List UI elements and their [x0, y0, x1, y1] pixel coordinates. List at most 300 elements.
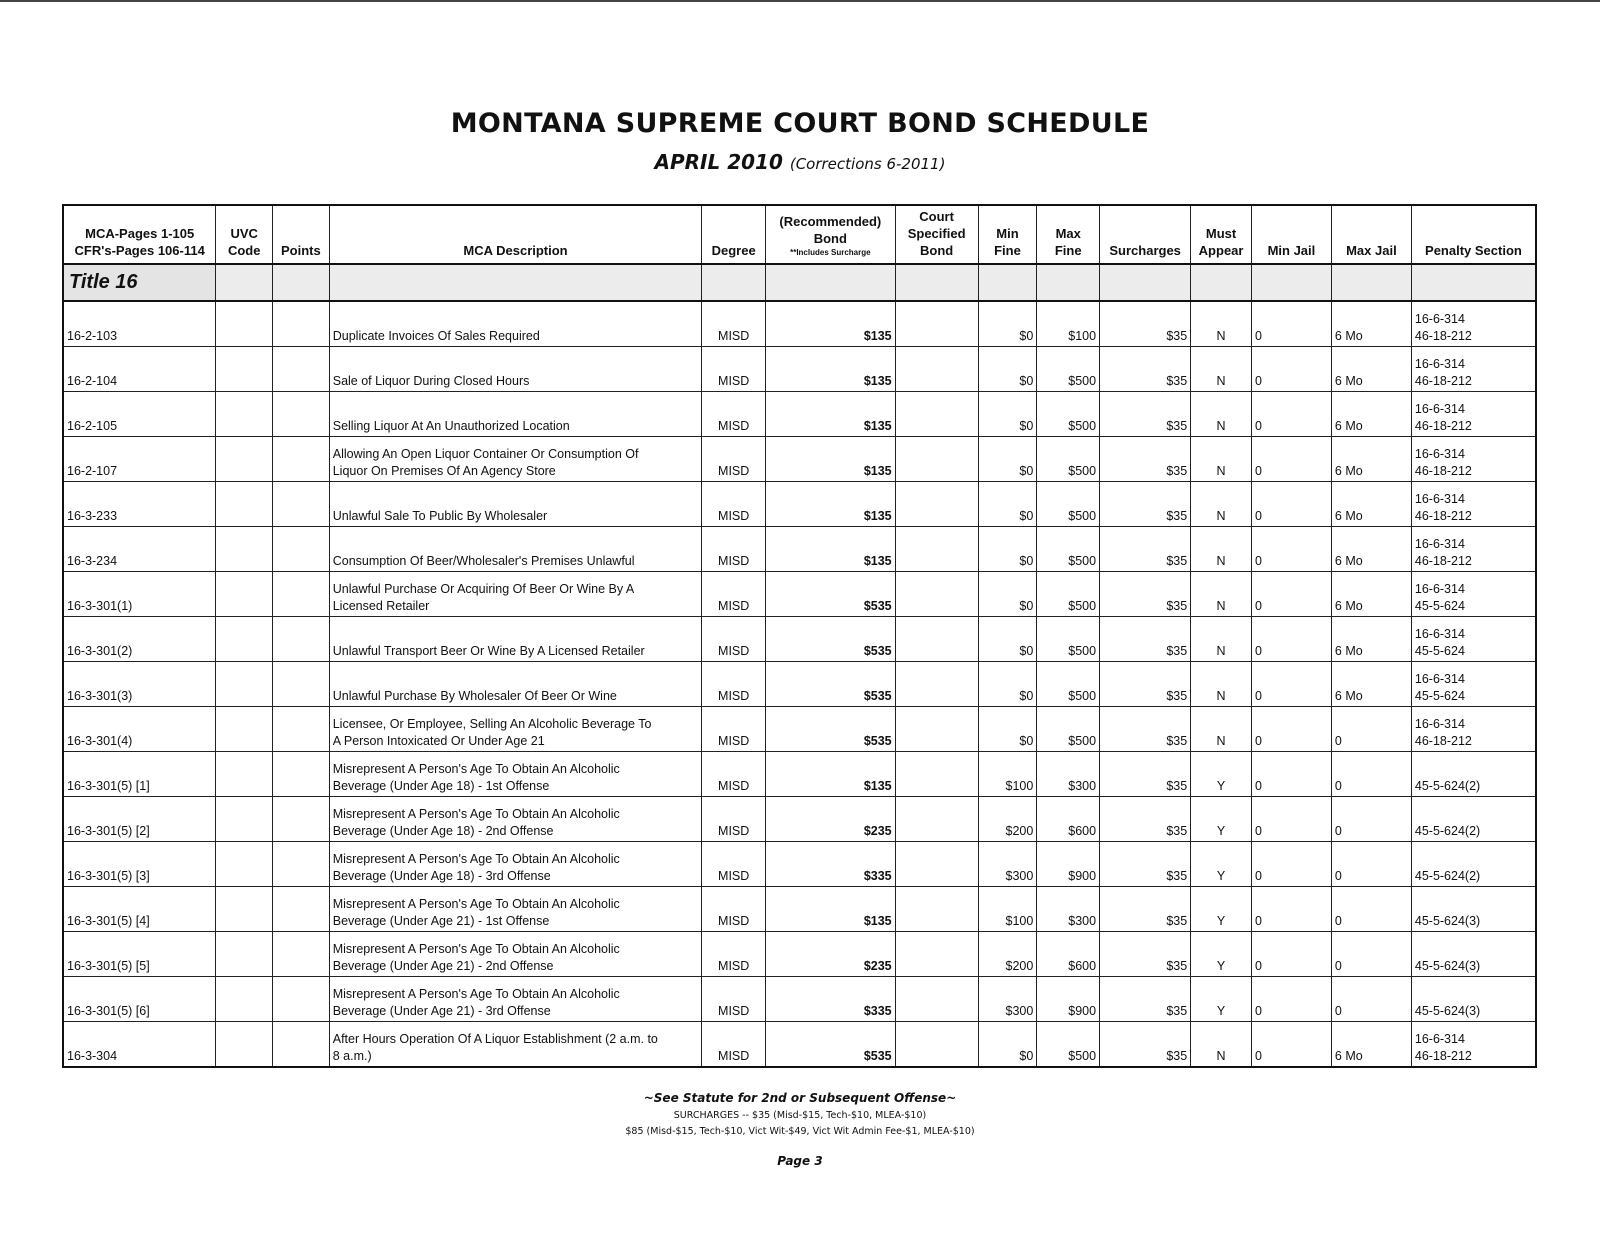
section-title: Title 16	[63, 264, 216, 301]
cell-description	[329, 572, 702, 617]
cell-degree: MISD	[702, 437, 766, 482]
cell-bond: $235	[766, 797, 896, 842]
header-must-appear: Must Appear	[1191, 205, 1252, 264]
cell-surcharges: $35	[1100, 347, 1191, 392]
table-row	[63, 662, 1536, 707]
cell-bond: $135	[766, 887, 896, 932]
cell-court-bond	[895, 977, 978, 1022]
cell-must-appear: Y	[1191, 797, 1252, 842]
cell-penalty-section	[1411, 662, 1536, 707]
cell-surcharges: $35	[1100, 977, 1191, 1022]
section-cell	[1191, 264, 1252, 301]
cell-must-appear: Y	[1191, 752, 1252, 797]
table-header-row	[63, 205, 1536, 264]
section-cell	[1331, 264, 1411, 301]
cell-degree: MISD	[702, 752, 766, 797]
header-court-bond: Court Specified Bond	[895, 205, 978, 264]
section-cell	[702, 264, 766, 301]
cell-degree: MISD	[702, 347, 766, 392]
cell-degree: MISD	[702, 977, 766, 1022]
cell-min-jail: 0	[1251, 977, 1331, 1022]
cell-court-bond	[895, 752, 978, 797]
cell-max-fine: $300	[1037, 752, 1100, 797]
cell-penalty-section-line-1: 16-6-314	[1414, 312, 1465, 326]
cell-max-fine: $600	[1037, 797, 1100, 842]
cell-max-fine: $600	[1037, 932, 1100, 977]
cell-min-fine: $100	[978, 887, 1037, 932]
cell-description-line-2: Unlawful Sale To Public By Wholesaler	[332, 509, 548, 523]
header-bond: (Recommended) Bond **Includes Surcharge	[766, 205, 896, 264]
cell-uvc	[216, 392, 273, 437]
cell-points	[273, 392, 330, 437]
header-min-jail: Min Jail	[1251, 205, 1331, 264]
cell-code: 16-3-301(5) [2]	[63, 797, 216, 842]
cell-penalty-section-line-2: 46-18-212	[1414, 374, 1472, 388]
cell-min-jail: 0	[1251, 572, 1331, 617]
cell-description	[329, 752, 702, 797]
cell-min-jail: 0	[1251, 797, 1331, 842]
cell-surcharges: $35	[1100, 617, 1191, 662]
cell-min-jail: 0	[1251, 392, 1331, 437]
cell-points	[273, 301, 330, 347]
cell-bond: $535	[766, 707, 896, 752]
cell-code: 16-3-301(5) [5]	[63, 932, 216, 977]
cell-uvc	[216, 797, 273, 842]
table-row	[63, 1022, 1536, 1068]
table-row	[63, 977, 1536, 1022]
cell-description	[329, 977, 702, 1022]
cell-description	[329, 437, 702, 482]
cell-must-appear: N	[1191, 1022, 1252, 1068]
section-cell	[329, 264, 702, 301]
cell-must-appear: Y	[1191, 977, 1252, 1022]
cell-description-line-1	[333, 356, 699, 373]
cell-description-line-1: After Hours Operation Of A Liquor Establishment (2 a.m. to	[332, 1032, 658, 1046]
cell-penalty-section	[1411, 842, 1536, 887]
cell-description-line-2: Selling Liquor At An Unauthorized Location	[332, 419, 570, 433]
cell-surcharges: $35	[1100, 572, 1191, 617]
cell-penalty-section-line-1: 16-6-314	[1414, 447, 1465, 461]
cell-uvc	[216, 887, 273, 932]
cell-penalty-section-line-2: 45-5-624(3)	[1414, 1004, 1481, 1018]
cell-surcharges: $35	[1100, 707, 1191, 752]
cell-max-fine: $900	[1037, 842, 1100, 887]
cell-description-line-2: 8 a.m.)	[332, 1049, 372, 1063]
cell-min-fine: $0	[978, 1022, 1037, 1068]
cell-code: 16-3-301(2)	[63, 617, 216, 662]
cell-penalty-section	[1411, 932, 1536, 977]
cell-min-fine: $200	[978, 932, 1037, 977]
cell-penalty-section-line-1	[1415, 761, 1532, 778]
cell-bond: $135	[766, 482, 896, 527]
cell-code: 16-2-105	[63, 392, 216, 437]
page-title: MONTANA SUPREME COURT BOND SCHEDULE	[450, 108, 1150, 139]
cell-points	[273, 527, 330, 572]
cell-max-jail: 0	[1331, 977, 1411, 1022]
cell-penalty-section-line-1: 16-6-314	[1414, 672, 1465, 686]
cell-court-bond	[895, 437, 978, 482]
cell-court-bond	[895, 392, 978, 437]
cell-penalty-section-line-1: 16-6-314	[1414, 582, 1465, 596]
cell-description	[329, 707, 702, 752]
cell-bond: $135	[766, 437, 896, 482]
cell-description-line-2: A Person Intoxicated Or Under Age 21	[332, 734, 545, 748]
cell-penalty-section-line-1: 16-6-314	[1414, 357, 1465, 371]
cell-court-bond	[895, 797, 978, 842]
cell-penalty-section-line-1: 16-6-314	[1414, 717, 1465, 731]
cell-description-line-1: Misrepresent A Person's Age To Obtain An Alcoholic	[332, 762, 620, 776]
cell-court-bond	[895, 617, 978, 662]
cell-penalty-section-line-2: 45-5-624(2)	[1414, 869, 1481, 883]
cell-bond: $535	[766, 617, 896, 662]
cell-description	[329, 527, 702, 572]
cell-description	[329, 347, 702, 392]
cell-code: 16-3-234	[63, 527, 216, 572]
cell-degree: MISD	[702, 932, 766, 977]
cell-penalty-section-line-1	[1415, 896, 1532, 913]
header-surcharges: Surcharges	[1100, 205, 1191, 264]
cell-surcharges: $35	[1100, 437, 1191, 482]
cell-min-jail: 0	[1251, 887, 1331, 932]
cell-description-line-2: Beverage (Under Age 21) - 3rd Offense	[332, 1004, 551, 1018]
cell-code: 16-3-301(5) [4]	[63, 887, 216, 932]
cell-description-line-2: Unlawful Purchase By Wholesaler Of Beer Or Wine	[332, 689, 617, 703]
cell-uvc	[216, 1022, 273, 1068]
cell-degree: MISD	[702, 617, 766, 662]
cell-degree: MISD	[702, 662, 766, 707]
cell-description	[329, 301, 702, 347]
table-row	[63, 932, 1536, 977]
cell-surcharges: $35	[1100, 797, 1191, 842]
cell-max-jail: 6 Mo	[1331, 301, 1411, 347]
cell-max-jail: 6 Mo	[1331, 662, 1411, 707]
cell-bond: $135	[766, 752, 896, 797]
subtitle-corrections: (Corrections 6-2011)	[789, 155, 946, 173]
cell-description-line-2: Consumption Of Beer/Wholesaler's Premises Unlawful	[332, 554, 635, 568]
cell-min-jail: 0	[1251, 842, 1331, 887]
cell-surcharges: $35	[1100, 392, 1191, 437]
cell-max-jail: 6 Mo	[1331, 347, 1411, 392]
cell-min-fine: $300	[978, 842, 1037, 887]
table-row	[63, 617, 1536, 662]
cell-code: 16-3-301(5) [1]	[63, 752, 216, 797]
table-row	[63, 347, 1536, 392]
cell-penalty-section-line-1	[1415, 851, 1532, 868]
cell-penalty-section-line-2: 46-18-212	[1414, 554, 1472, 568]
cell-bond: $235	[766, 932, 896, 977]
cell-degree: MISD	[702, 572, 766, 617]
cell-points	[273, 437, 330, 482]
cell-description-line-2: Beverage (Under Age 18) - 1st Offense	[332, 779, 550, 793]
cell-min-fine: $0	[978, 617, 1037, 662]
cell-penalty-section-line-2: 46-18-212	[1414, 464, 1472, 478]
cell-penalty-section-line-2: 46-18-212	[1414, 419, 1472, 433]
cell-degree: MISD	[702, 301, 766, 347]
cell-court-bond	[895, 1022, 978, 1068]
cell-description	[329, 617, 702, 662]
cell-code: 16-3-301(5) [6]	[63, 977, 216, 1022]
cell-min-fine: $0	[978, 482, 1037, 527]
cell-bond: $535	[766, 572, 896, 617]
cell-penalty-section	[1411, 752, 1536, 797]
cell-penalty-section	[1411, 1022, 1536, 1068]
cell-description-line-1: Misrepresent A Person's Age To Obtain An Alcoholic	[332, 987, 620, 1001]
cell-max-jail: 6 Mo	[1331, 437, 1411, 482]
cell-max-jail: 0	[1331, 707, 1411, 752]
cell-penalty-section	[1411, 887, 1536, 932]
cell-description-line-1	[333, 536, 699, 553]
table-row	[63, 887, 1536, 932]
cell-max-fine: $500	[1037, 707, 1100, 752]
cell-description-line-1	[333, 626, 699, 643]
cell-min-fine: $0	[978, 347, 1037, 392]
cell-penalty-section-line-2: 45-5-624(2)	[1414, 779, 1481, 793]
cell-bond: $135	[766, 392, 896, 437]
cell-uvc	[216, 617, 273, 662]
cell-description	[329, 392, 702, 437]
cell-min-fine: $0	[978, 662, 1037, 707]
header-max-jail: Max Jail	[1331, 205, 1411, 264]
cell-penalty-section-line-1: 16-6-314	[1414, 492, 1465, 506]
cell-code: 16-2-104	[63, 347, 216, 392]
cell-points	[273, 842, 330, 887]
section-cell	[1411, 264, 1536, 301]
cell-code: 16-2-103	[63, 301, 216, 347]
cell-max-jail: 6 Mo	[1331, 527, 1411, 572]
cell-penalty-section-line-2: 45-5-624(3)	[1414, 914, 1481, 928]
cell-surcharges: $35	[1100, 1022, 1191, 1068]
cell-uvc	[216, 527, 273, 572]
cell-penalty-section-line-1: 16-6-314	[1414, 537, 1465, 551]
cell-penalty-section-line-2: 45-5-624(2)	[1414, 824, 1481, 838]
table-row	[63, 301, 1536, 347]
cell-penalty-section	[1411, 617, 1536, 662]
cell-min-jail: 0	[1251, 752, 1331, 797]
cell-description	[329, 842, 702, 887]
cell-description-line-2: Beverage (Under Age 21) - 1st Offense	[332, 914, 550, 928]
cell-penalty-section	[1411, 301, 1536, 347]
header-max-fine: Max Fine	[1037, 205, 1100, 264]
cell-penalty-section-line-2: 45-5-624(3)	[1414, 959, 1481, 973]
cell-court-bond	[895, 347, 978, 392]
table-row	[63, 527, 1536, 572]
cell-max-jail: 0	[1331, 887, 1411, 932]
cell-max-fine: $300	[1037, 887, 1100, 932]
cell-min-fine: $0	[978, 437, 1037, 482]
cell-points	[273, 797, 330, 842]
cell-min-fine: $0	[978, 301, 1037, 347]
cell-court-bond	[895, 707, 978, 752]
cell-degree: MISD	[702, 1022, 766, 1068]
cell-penalty-section-line-1: 16-6-314	[1414, 627, 1465, 641]
cell-code: 16-3-301(3)	[63, 662, 216, 707]
header-min-fine: Min Fine	[978, 205, 1037, 264]
cell-penalty-section	[1411, 797, 1536, 842]
cell-surcharges: $35	[1100, 842, 1191, 887]
table-row	[63, 482, 1536, 527]
cell-degree: MISD	[702, 482, 766, 527]
cell-penalty-section	[1411, 707, 1536, 752]
cell-description	[329, 932, 702, 977]
cell-surcharges: $35	[1100, 482, 1191, 527]
subtitle-date: APRIL 2010	[654, 150, 783, 174]
cell-code: 16-3-233	[63, 482, 216, 527]
section-cell	[1100, 264, 1191, 301]
cell-description-line-2: Duplicate Invoices Of Sales Required	[332, 329, 540, 343]
cell-must-appear: Y	[1191, 842, 1252, 887]
cell-description-line-1: Unlawful Purchase Or Acquiring Of Beer Or Wine By A	[332, 582, 635, 596]
section-cell	[1037, 264, 1100, 301]
cell-code: 16-3-301(5) [3]	[63, 842, 216, 887]
section-cell	[895, 264, 978, 301]
cell-description-line-1	[333, 401, 699, 418]
cell-description	[329, 887, 702, 932]
cell-max-fine: $500	[1037, 617, 1100, 662]
cell-degree: MISD	[702, 797, 766, 842]
cell-penalty-section-line-1: 16-6-314	[1414, 402, 1465, 416]
cell-penalty-section	[1411, 977, 1536, 1022]
cell-max-fine: $100	[1037, 301, 1100, 347]
footer-surcharge-line-2: $85 (Misd-$15, Tech-$10, Vict Wit-$49, Vict Wit Admin Fee-$1, MLEA-$10)	[625, 1126, 975, 1137]
section-cell	[766, 264, 896, 301]
cell-degree: MISD	[702, 527, 766, 572]
cell-points	[273, 977, 330, 1022]
cell-uvc	[216, 932, 273, 977]
cell-min-fine: $200	[978, 797, 1037, 842]
cell-min-fine: $300	[978, 977, 1037, 1022]
cell-description-line-2: Beverage (Under Age 18) - 3rd Offense	[332, 869, 551, 883]
cell-bond: $335	[766, 842, 896, 887]
cell-must-appear: N	[1191, 527, 1252, 572]
page-number: Page 3	[777, 1154, 823, 1168]
cell-points	[273, 662, 330, 707]
cell-penalty-section-line-1	[1415, 806, 1532, 823]
header-mca-pages: MCA-Pages 1-105 CFR's-Pages 106-114	[63, 205, 216, 264]
section-title-row	[63, 264, 1536, 301]
cell-degree: MISD	[702, 842, 766, 887]
cell-max-fine: $900	[1037, 977, 1100, 1022]
header-points: Points	[273, 205, 330, 264]
cell-surcharges: $35	[1100, 752, 1191, 797]
header-penalty-section: Penalty Section	[1411, 205, 1536, 264]
cell-court-bond	[895, 527, 978, 572]
cell-penalty-section	[1411, 572, 1536, 617]
cell-description-line-2: Beverage (Under Age 18) - 2nd Offense	[332, 824, 554, 838]
cell-bond: $135	[766, 527, 896, 572]
cell-court-bond	[895, 482, 978, 527]
cell-surcharges: $35	[1100, 301, 1191, 347]
section-cell	[978, 264, 1037, 301]
cell-description	[329, 1022, 702, 1068]
page-subtitle	[0, 150, 1600, 174]
table-row	[63, 797, 1536, 842]
cell-court-bond	[895, 887, 978, 932]
cell-points	[273, 932, 330, 977]
cell-max-fine: $500	[1037, 662, 1100, 707]
cell-uvc	[216, 482, 273, 527]
cell-uvc	[216, 437, 273, 482]
cell-penalty-section	[1411, 482, 1536, 527]
cell-must-appear: N	[1191, 301, 1252, 347]
cell-uvc	[216, 572, 273, 617]
cell-description-line-1: Misrepresent A Person's Age To Obtain An Alcoholic	[332, 897, 620, 911]
cell-points	[273, 347, 330, 392]
bond-schedule-table	[62, 204, 1537, 1068]
cell-description-line-1: Misrepresent A Person's Age To Obtain An Alcoholic	[332, 807, 620, 821]
cell-court-bond	[895, 301, 978, 347]
table-row	[63, 437, 1536, 482]
header-degree: Degree	[702, 205, 766, 264]
cell-penalty-section	[1411, 527, 1536, 572]
cell-penalty-section	[1411, 392, 1536, 437]
header-description: MCA Description	[329, 205, 702, 264]
cell-min-jail: 0	[1251, 482, 1331, 527]
cell-max-jail: 6 Mo	[1331, 572, 1411, 617]
table-row	[63, 752, 1536, 797]
cell-court-bond	[895, 572, 978, 617]
scan-top-edge	[0, 0, 1600, 2]
cell-max-fine: $500	[1037, 527, 1100, 572]
cell-min-jail: 0	[1251, 527, 1331, 572]
cell-min-fine: $0	[978, 707, 1037, 752]
cell-points	[273, 1022, 330, 1068]
cell-min-jail: 0	[1251, 932, 1331, 977]
cell-penalty-section-line-1: 16-6-314	[1414, 1032, 1465, 1046]
cell-bond: $135	[766, 301, 896, 347]
cell-max-jail: 0	[1331, 932, 1411, 977]
cell-description-line-2: Licensed Retailer	[332, 599, 430, 613]
cell-description-line-1: Allowing An Open Liquor Container Or Consumption Of	[332, 447, 639, 461]
cell-code: 16-3-301(1)	[63, 572, 216, 617]
cell-penalty-section-line-2: 45-5-624	[1414, 644, 1465, 658]
cell-description-line-2: Beverage (Under Age 21) - 2nd Offense	[332, 959, 554, 973]
table-row	[63, 572, 1536, 617]
cell-penalty-section-line-2: 46-18-212	[1414, 509, 1472, 523]
section-cell	[1251, 264, 1331, 301]
cell-bond: $535	[766, 1022, 896, 1068]
cell-min-jail: 0	[1251, 437, 1331, 482]
cell-penalty-section-line-1	[1415, 986, 1532, 1003]
cell-degree: MISD	[702, 707, 766, 752]
cell-must-appear: N	[1191, 572, 1252, 617]
cell-min-jail: 0	[1251, 301, 1331, 347]
cell-points	[273, 617, 330, 662]
cell-max-fine: $500	[1037, 392, 1100, 437]
section-cell	[273, 264, 330, 301]
cell-penalty-section-line-2: 45-5-624	[1414, 599, 1465, 613]
section-cell	[216, 264, 273, 301]
cell-min-jail: 0	[1251, 1022, 1331, 1068]
footer-surcharge-line-1: SURCHARGES -- $35 (Misd-$15, Tech-$10, MLEA-$10)	[673, 1110, 927, 1121]
cell-min-jail: 0	[1251, 662, 1331, 707]
cell-uvc	[216, 842, 273, 887]
cell-uvc	[216, 752, 273, 797]
cell-must-appear: N	[1191, 707, 1252, 752]
cell-must-appear: N	[1191, 437, 1252, 482]
cell-uvc	[216, 347, 273, 392]
header-uvc-code: UVC Code	[216, 205, 273, 264]
cell-max-jail: 0	[1331, 842, 1411, 887]
cell-degree: MISD	[702, 887, 766, 932]
cell-bond: $135	[766, 347, 896, 392]
cell-max-jail: 0	[1331, 752, 1411, 797]
cell-points	[273, 887, 330, 932]
cell-min-jail: 0	[1251, 707, 1331, 752]
cell-code: 16-3-301(4)	[63, 707, 216, 752]
cell-min-fine: $100	[978, 752, 1037, 797]
cell-description-line-1: Misrepresent A Person's Age To Obtain An Alcoholic	[332, 942, 620, 956]
cell-max-fine: $500	[1037, 437, 1100, 482]
